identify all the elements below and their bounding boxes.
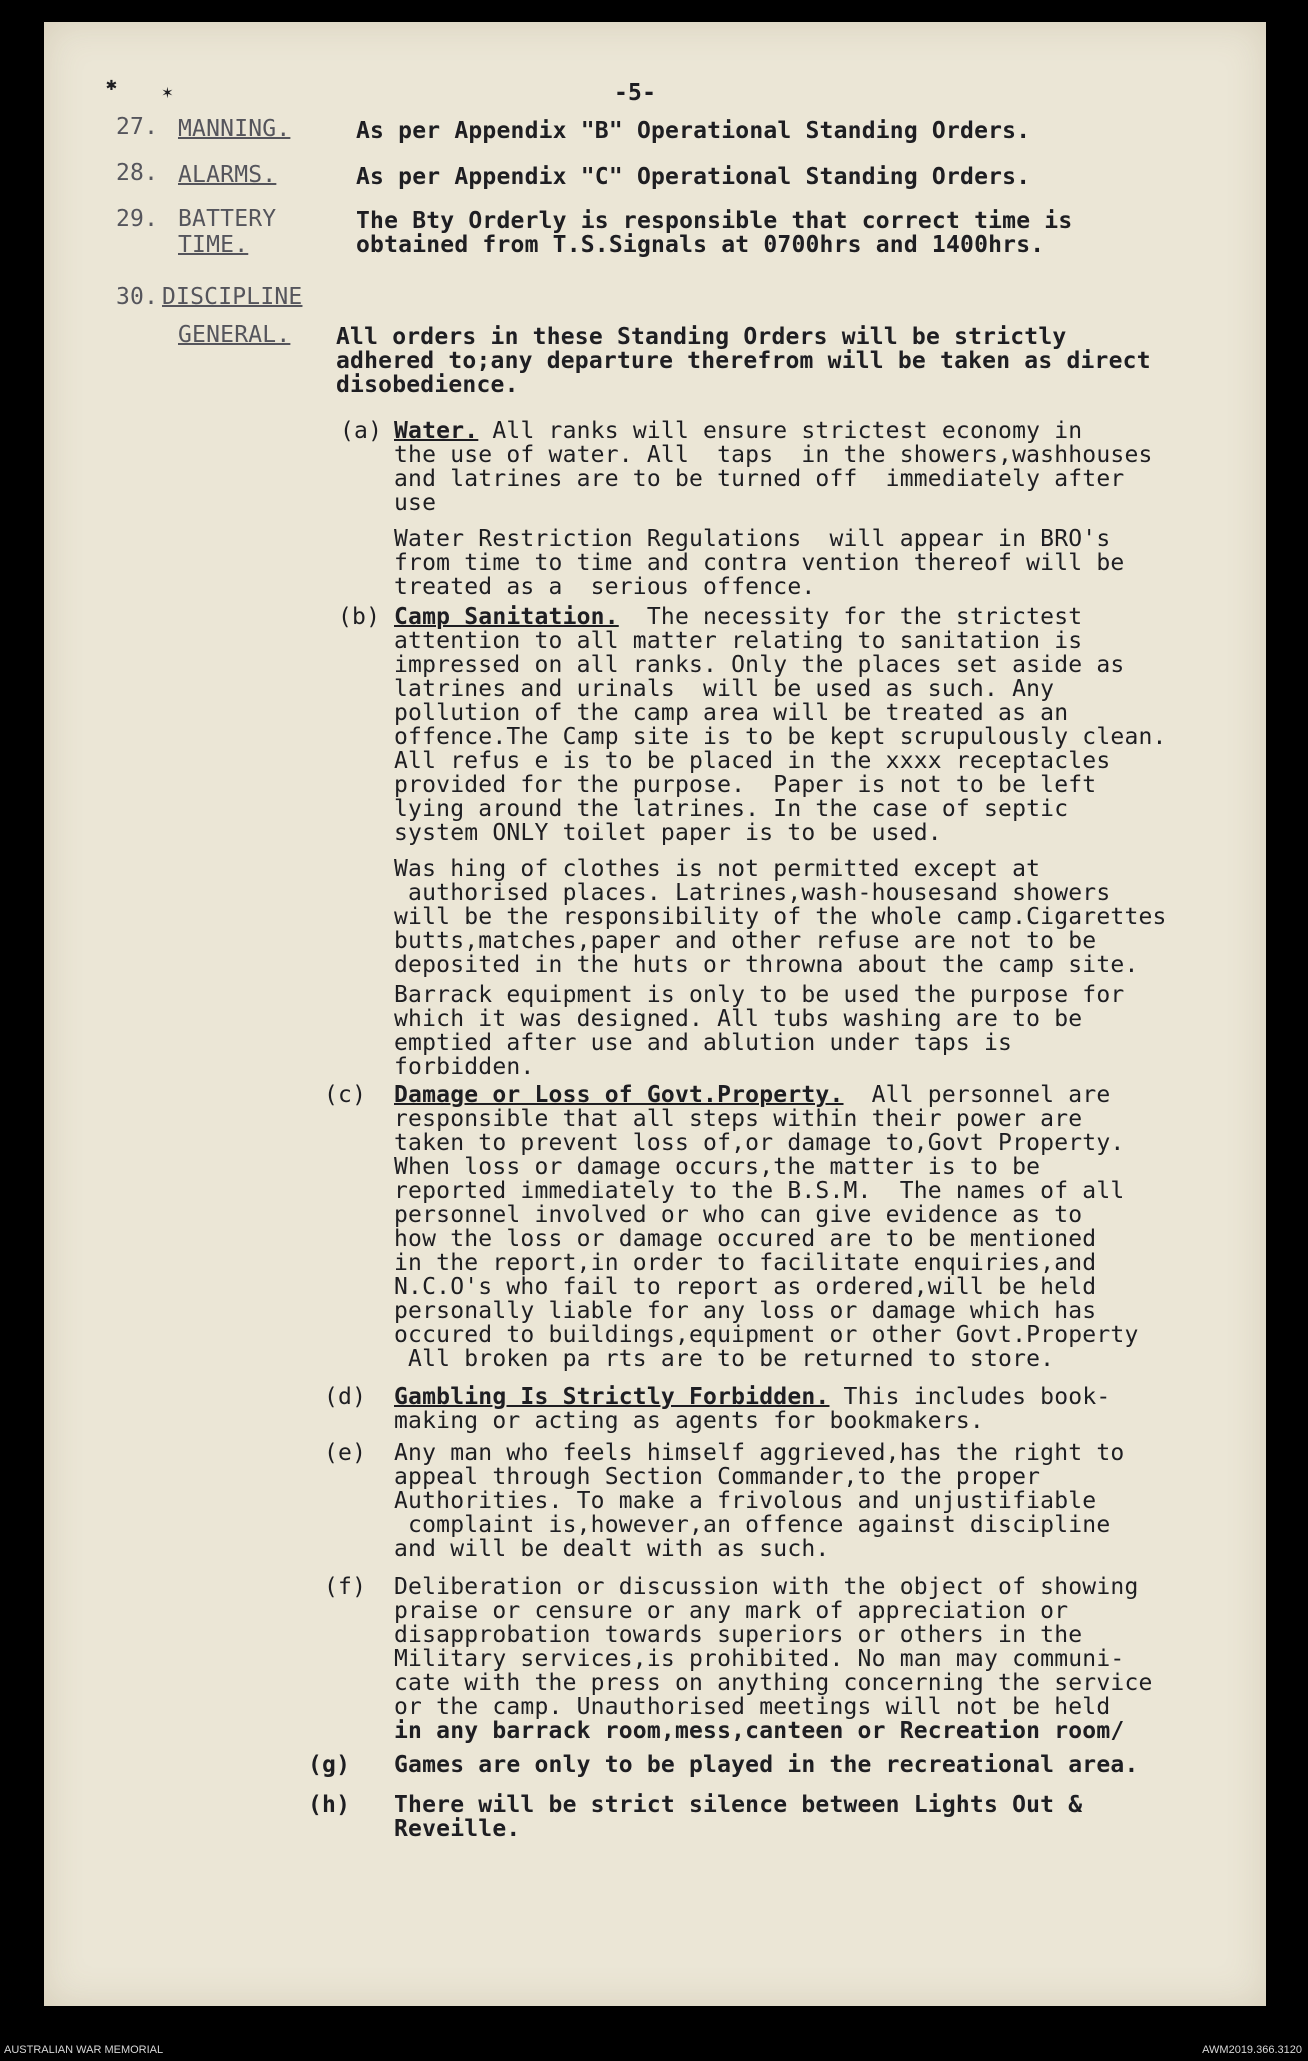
- para-line: which it was designed. All tubs washing are to be: [394, 1006, 1083, 1032]
- document-page: [44, 22, 1266, 2006]
- item-text: The Bty Orderly is responsible that correct time is: [356, 208, 1073, 234]
- para-line: All refus e is to be placed in the xxxx receptacles: [394, 748, 1111, 774]
- para-line: Water. All ranks will ensure strictest economy in: [394, 418, 1083, 444]
- item-heading: TIME.: [178, 232, 249, 258]
- para-line: personally liable for any loss or damage which has: [394, 1298, 1097, 1324]
- para-line: appeal through Section Commander,to the proper: [394, 1464, 1041, 1490]
- para-line: emptied after use and ablution under taps is: [394, 1030, 1013, 1056]
- item-heading: DISCIPLINE: [162, 284, 303, 310]
- para-label: (b): [338, 604, 381, 630]
- para-line: use: [394, 490, 437, 516]
- para-line: When loss or damage occurs,the matter is to be: [394, 1154, 1041, 1180]
- margin-mark-icon: ✱: [106, 74, 117, 95]
- item-text: As per Appendix "B" Operational Standing Orders.: [356, 118, 1031, 144]
- item-heading: MANNING.: [178, 116, 291, 142]
- item-number: 30.: [116, 284, 159, 310]
- footer-credit: AUSTRALIAN WAR MEMORIAL: [4, 2044, 164, 2056]
- para-line: latrines and urinals will be used as such. Any: [394, 676, 1055, 702]
- para-line: and latrines are to be turned off immediately after: [394, 466, 1125, 492]
- para-line: responsible that all steps within their power are: [394, 1106, 1083, 1132]
- item-text: adhered to;any departure therefrom will be taken as direct: [336, 348, 1151, 374]
- para-line: Camp Sanitation. The necessity for the strictest: [394, 604, 1083, 630]
- para-line: butts,matches,paper and other refuse are not to be: [394, 928, 1097, 954]
- para-line: Was hing of clothes is not permitted except at: [394, 856, 1041, 882]
- para-label: (d): [324, 1384, 367, 1410]
- para-line: impressed on all ranks. Only the places set aside as: [394, 652, 1125, 678]
- para-line: There will be strict silence between Lights Out &: [394, 1792, 1083, 1818]
- para-title: Camp Sanitation.: [394, 604, 619, 630]
- para-line: Deliberation or discussion with the object of showing: [394, 1574, 1139, 1600]
- para-line: cate with the press on anything concerning the service: [394, 1670, 1153, 1696]
- para-line: provided for the purpose. Paper is not to be left: [394, 772, 1097, 798]
- para-line: will be the responsibility of the whole camp.Cigarettes: [394, 904, 1167, 930]
- para-line: authorised places. Latrines,wash-housesand showers: [394, 880, 1111, 906]
- para-line: forbidden.: [394, 1054, 535, 1080]
- para-title: Water.: [394, 418, 479, 444]
- para-line: Authorities. To make a frivolous and unjustifiable: [394, 1488, 1097, 1514]
- para-title: Gambling Is Strictly Forbidden.: [394, 1384, 830, 1410]
- para-label: (a): [340, 418, 383, 444]
- para-line: in the report,in order to facilitate enquiries,and: [394, 1250, 1097, 1276]
- para-line: N.C.O's who fail to report as ordered,will be held: [394, 1274, 1097, 1300]
- para-line: treated as a serious offence.: [394, 574, 816, 600]
- para-line: from time to time and contra vention thereof will be: [394, 550, 1125, 576]
- para-label: (h): [308, 1792, 351, 1818]
- item-number: 27.: [116, 114, 159, 140]
- para-line: the use of water. All taps in the showers,washhouses: [394, 442, 1153, 468]
- para-line: Water Restriction Regulations will appear in BRO's: [394, 526, 1111, 552]
- para-line: personnel involved or who can give evidence as to: [394, 1202, 1083, 1228]
- para-line: in any barrack room,mess,canteen or Recreation room/: [394, 1718, 1125, 1744]
- item-text: All orders in these Standing Orders will be strictly: [336, 324, 1067, 350]
- item-text: As per Appendix "C" Operational Standing Orders.: [356, 164, 1031, 190]
- page-number: -5-: [614, 80, 657, 106]
- para-line: lying around the latrines. In the case of septic: [394, 796, 1069, 822]
- margin-mark-icon: ✶: [162, 82, 173, 103]
- item-number: 29.: [116, 206, 159, 232]
- para-line: making or acting as agents for bookmakers.: [394, 1408, 984, 1434]
- para-line: occured to buildings,equipment or other Govt.Property: [394, 1322, 1139, 1348]
- item-text: disobedience.: [336, 372, 519, 398]
- para-line: Military services,is prohibited. No man may communi-: [394, 1646, 1125, 1672]
- item-number: 28.: [116, 160, 159, 186]
- item-heading: ALARMS.: [178, 162, 277, 188]
- para-line: All broken pa rts are to be returned to store.: [394, 1346, 1055, 1372]
- para-line: system ONLY toilet paper is to be used.: [394, 820, 942, 846]
- para-line: Reveille.: [394, 1816, 521, 1842]
- para-line: Damage or Loss of Govt.Property. All personnel are: [394, 1082, 1111, 1108]
- para-line: disapprobation towards superiors or others in the: [394, 1622, 1083, 1648]
- para-line: praise or censure or any mark of appreciation or: [394, 1598, 1069, 1624]
- para-line: Any man who feels himself aggrieved,has the right to: [394, 1440, 1125, 1466]
- para-line: or the camp. Unauthorised meetings will not be held: [394, 1694, 1111, 1720]
- para-line: Gambling Is Strictly Forbidden. This includes book-: [394, 1384, 1111, 1410]
- para-line: and will be dealt with as such.: [394, 1536, 830, 1562]
- para-line: pollution of the camp area will be treated as an: [394, 700, 1069, 726]
- para-label: (g): [308, 1752, 351, 1778]
- footer-accession-number: AWM2019.366.3120: [1202, 2044, 1302, 2056]
- para-line: complaint is,however,an offence against discipline: [394, 1512, 1111, 1538]
- para-line: how the loss or damage occured are to be mentioned: [394, 1226, 1097, 1252]
- para-label: (c): [324, 1082, 367, 1108]
- para-line: attention to all matter relating to sanitation is: [394, 628, 1083, 654]
- para-line: reported immediately to the B.S.M. The names of all: [394, 1178, 1125, 1204]
- item-text: obtained from T.S.Signals at 0700hrs and 1400hrs.: [356, 232, 1045, 258]
- para-line: deposited in the huts or throwna about the camp site.: [394, 952, 1139, 978]
- para-line: taken to prevent loss of,or damage to,Govt Property.: [394, 1130, 1125, 1156]
- para-label: (f): [324, 1574, 367, 1600]
- item-heading: BATTERY: [178, 206, 277, 232]
- para-line: Barrack equipment is only to be used the purpose for: [394, 982, 1125, 1008]
- para-line: offence.The Camp site is to be kept scrupulously clean.: [394, 724, 1167, 750]
- para-label: (e): [324, 1440, 367, 1466]
- para-line: Games are only to be played in the recreational area.: [394, 1752, 1139, 1778]
- para-title: Damage or Loss of Govt.Property.: [394, 1082, 844, 1108]
- item-subheading: GENERAL.: [178, 322, 291, 348]
